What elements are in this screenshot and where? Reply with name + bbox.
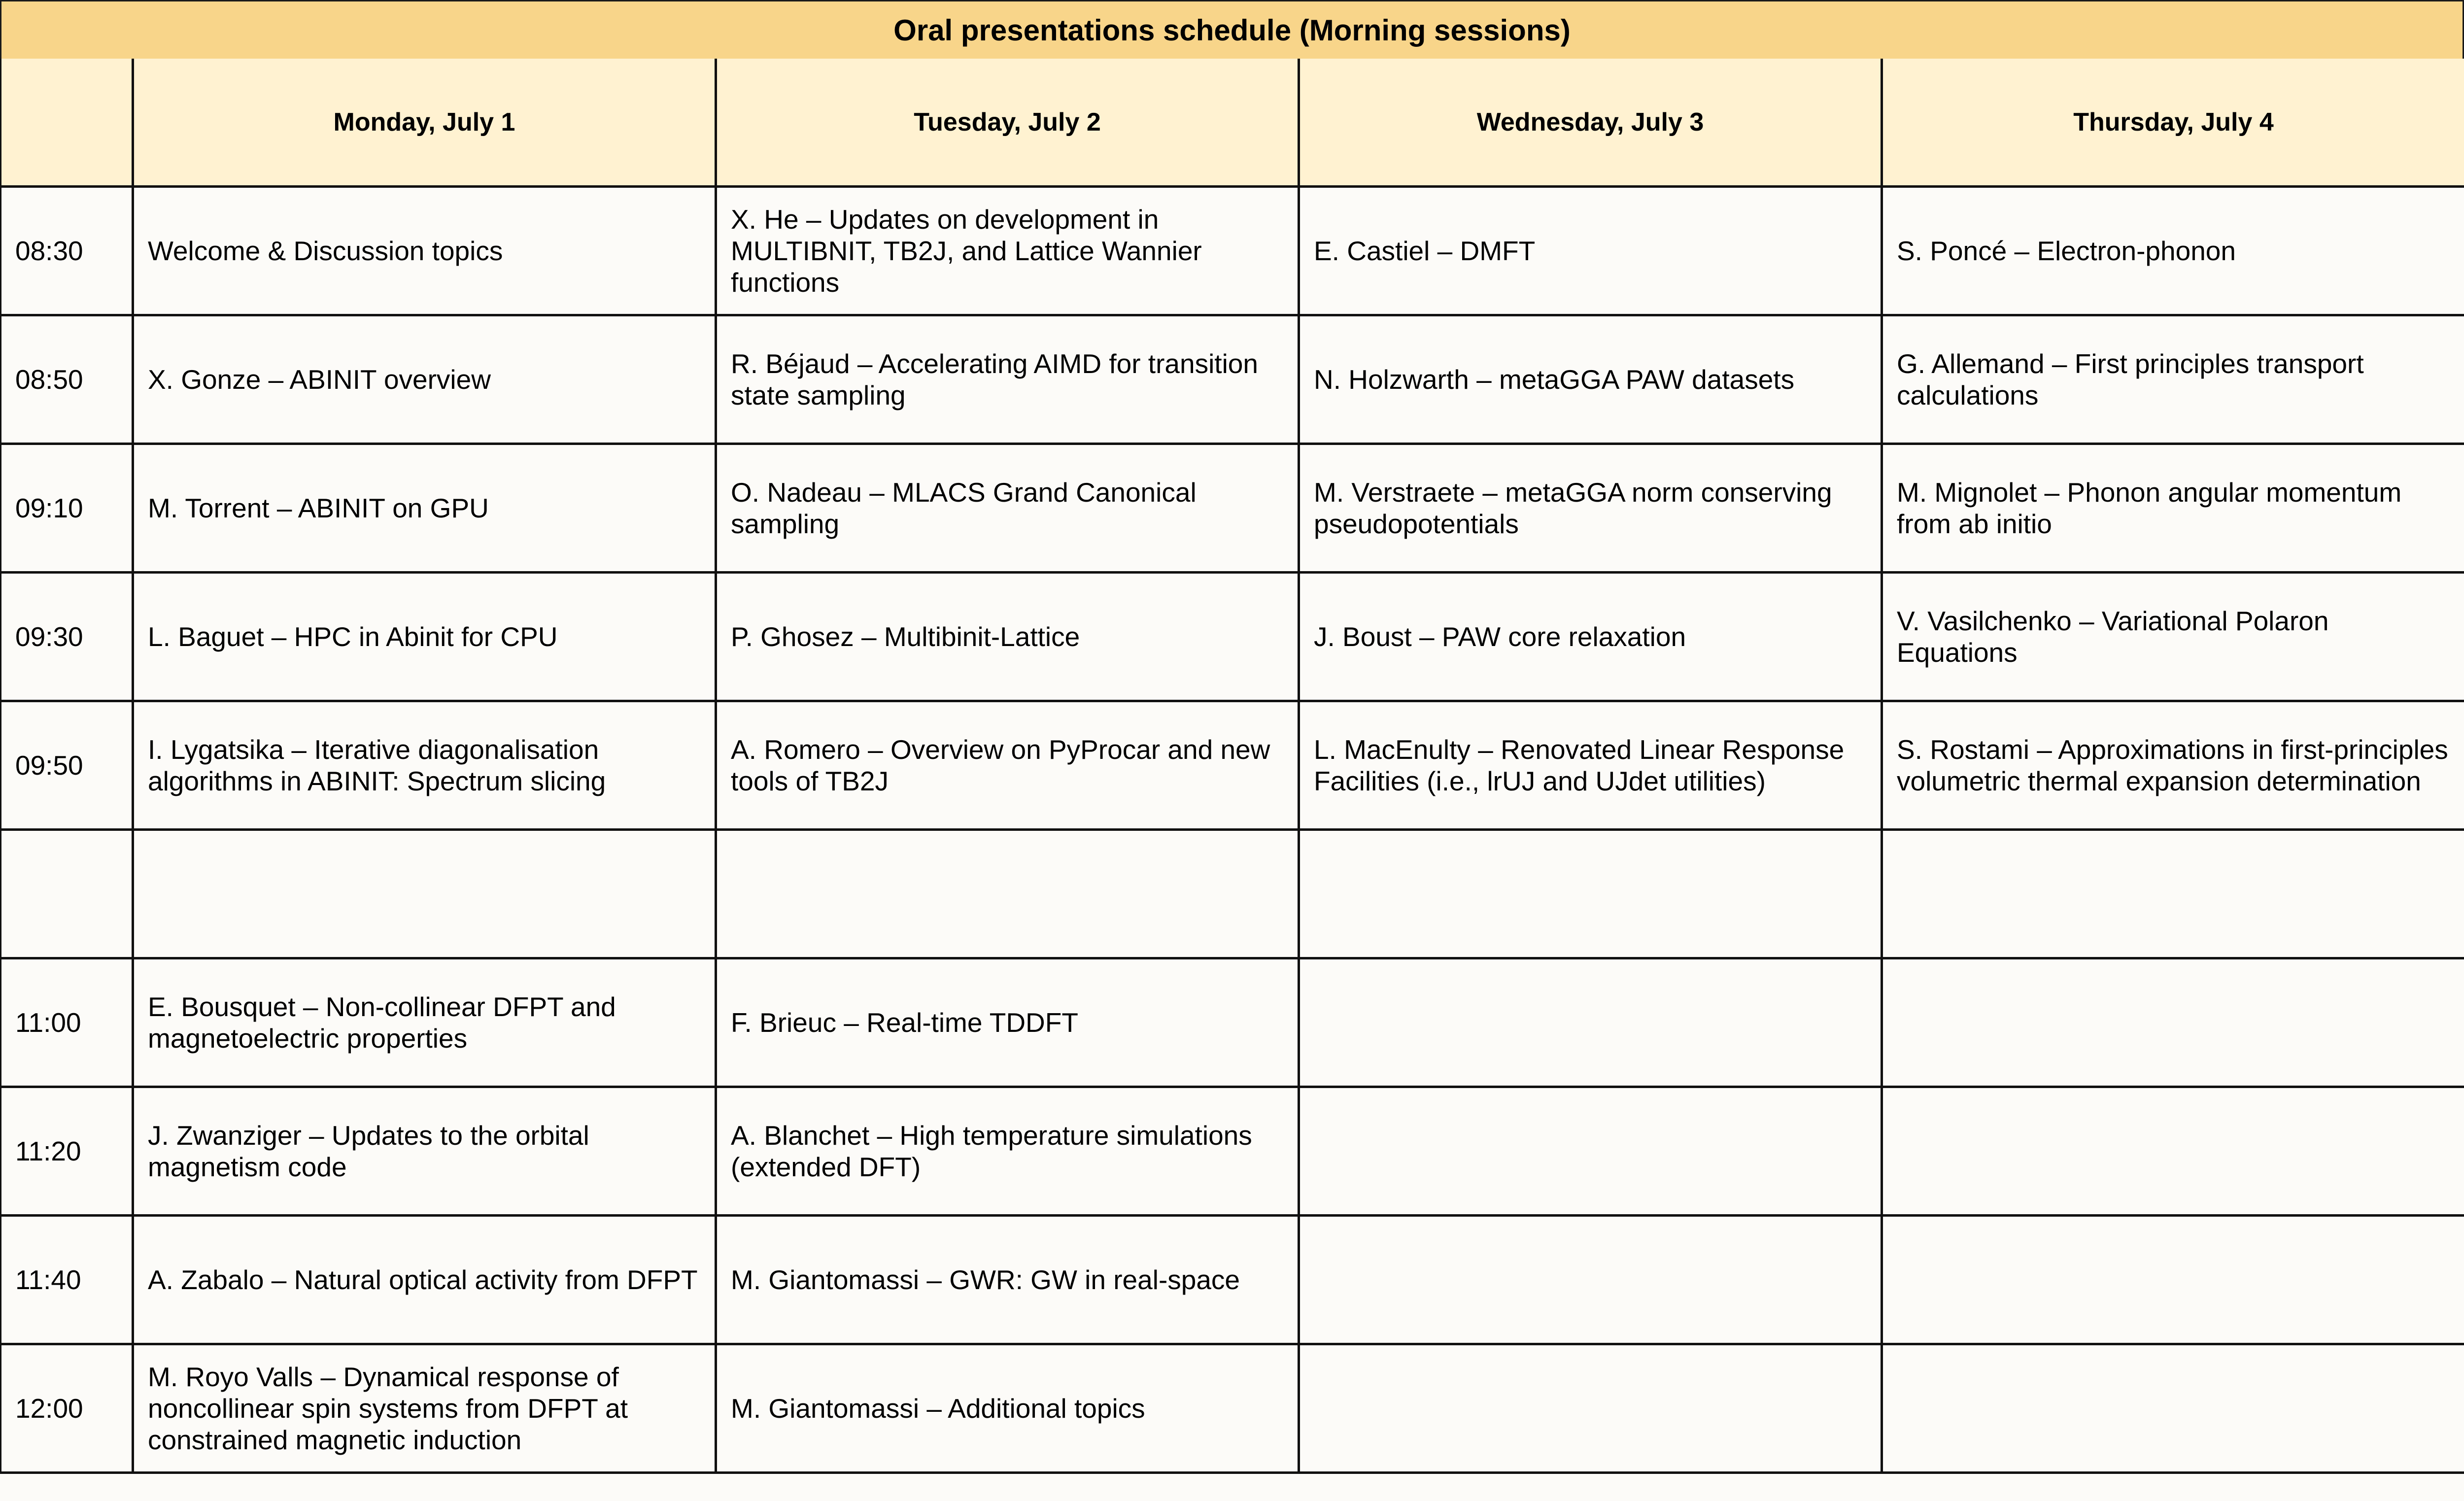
session-cell: M. Giantomassi – GWR: GW in real-space [716, 1216, 1299, 1344]
session-cell: O. Nadeau – MLACS Grand Canonical sampling [716, 444, 1299, 573]
time-slot: 09:10 [1, 444, 133, 573]
session-cell: G. Allemand – First principles transport calculations [1882, 315, 2464, 444]
session-cell: X. He – Updates on development in MULTIBNIT, TB2J, and Lattice Wannier functions [716, 187, 1299, 315]
session-cell: N. Holzwarth – metaGGA PAW datasets [1299, 315, 1882, 444]
session-cell [1299, 830, 1882, 958]
table-row [1, 1216, 2464, 1344]
session-cell: A. Blanchet – High temperature simulations (extended DFT) [716, 1087, 1299, 1216]
session-cell: M. Giantomassi – Additional topics [716, 1344, 1299, 1473]
time-slot: 09:30 [1, 573, 133, 701]
session-cell: E. Castiel – DMFT [1299, 187, 1882, 315]
session-cell: S. Rostami – Approximations in first-principles volumetric thermal expansion determination [1882, 701, 2464, 830]
time-slot: 11:40 [1, 1216, 133, 1344]
time-slot: 09:50 [1, 701, 133, 830]
session-cell [133, 830, 716, 958]
schedule-body [1, 187, 2464, 1473]
table-row [1, 187, 2464, 315]
session-cell: V. Vasilchenko – Variational Polaron Equations [1882, 573, 2464, 701]
session-cell: I. Lygatsika – Iterative diagonalisation algorithms in ABINIT: Spectrum slicing [133, 701, 716, 830]
session-cell: J. Boust – PAW core relaxation [1299, 573, 1882, 701]
table-row [1, 1087, 2464, 1216]
time-slot: 11:00 [1, 958, 133, 1087]
session-cell [1299, 1216, 1882, 1344]
table-row [1, 1344, 2464, 1473]
session-cell: L. MacEnulty – Renovated Linear Response Facilities (i.e., lrUJ and UJdet utilities) [1299, 701, 1882, 830]
session-cell [1882, 1344, 2464, 1473]
session-cell: M. Royo Valls – Dynamical response of noncollinear spin systems from DFPT at constrained magnetic induction [133, 1344, 716, 1473]
session-cell: X. Gonze – ABINIT overview [133, 315, 716, 444]
table-row [1, 830, 2464, 958]
session-cell: M. Mignolet – Phonon angular momentum from ab initio [1882, 444, 2464, 573]
session-cell [1882, 1216, 2464, 1344]
session-cell: Welcome & Discussion topics [133, 187, 716, 315]
session-cell: J. Zwanziger – Updates to the orbital magnetism code [133, 1087, 716, 1216]
session-cell: M. Verstraete – metaGGA norm conserving pseudopotentials [1299, 444, 1882, 573]
session-cell: F. Brieuc – Real-time TDDFT [716, 958, 1299, 1087]
session-cell [716, 830, 1299, 958]
schedule-table [0, 59, 2464, 1474]
session-cell: E. Bousquet – Non-collinear DFPT and magnetoelectric properties [133, 958, 716, 1087]
time-slot: 11:20 [1, 1087, 133, 1216]
session-cell: A. Romero – Overview on PyProcar and new tools of TB2J [716, 701, 1299, 830]
time-header [1, 59, 133, 187]
table-row [1, 573, 2464, 701]
time-slot: 08:50 [1, 315, 133, 444]
day-header: Wednesday, July 3 [1299, 59, 1882, 187]
session-cell: A. Zabalo – Natural optical activity from DFPT [133, 1216, 716, 1344]
day-header: Monday, July 1 [133, 59, 716, 187]
schedule-title: Oral presentations schedule (Morning sessions) [0, 0, 2464, 60]
session-cell [1299, 958, 1882, 1087]
table-row [1, 315, 2464, 444]
session-cell [1882, 1087, 2464, 1216]
session-cell: P. Ghosez – Multibinit-Lattice [716, 573, 1299, 701]
session-cell [1299, 1344, 1882, 1473]
session-cell: S. Poncé – Electron-phonon [1882, 187, 2464, 315]
time-slot: 08:30 [1, 187, 133, 315]
table-row [1, 444, 2464, 573]
table-row [1, 701, 2464, 830]
table-row [1, 958, 2464, 1087]
session-cell [1882, 958, 2464, 1087]
session-cell [1882, 830, 2464, 958]
session-cell: R. Béjaud – Accelerating AIMD for transition state sampling [716, 315, 1299, 444]
header-row [1, 59, 2464, 187]
day-header: Thursday, July 4 [1882, 59, 2464, 187]
day-header: Tuesday, July 2 [716, 59, 1299, 187]
time-slot: 12:00 [1, 1344, 133, 1473]
session-cell [1299, 1087, 1882, 1216]
session-cell: L. Baguet – HPC in Abinit for CPU [133, 573, 716, 701]
session-cell: M. Torrent – ABINIT on GPU [133, 444, 716, 573]
time-slot [1, 830, 133, 958]
